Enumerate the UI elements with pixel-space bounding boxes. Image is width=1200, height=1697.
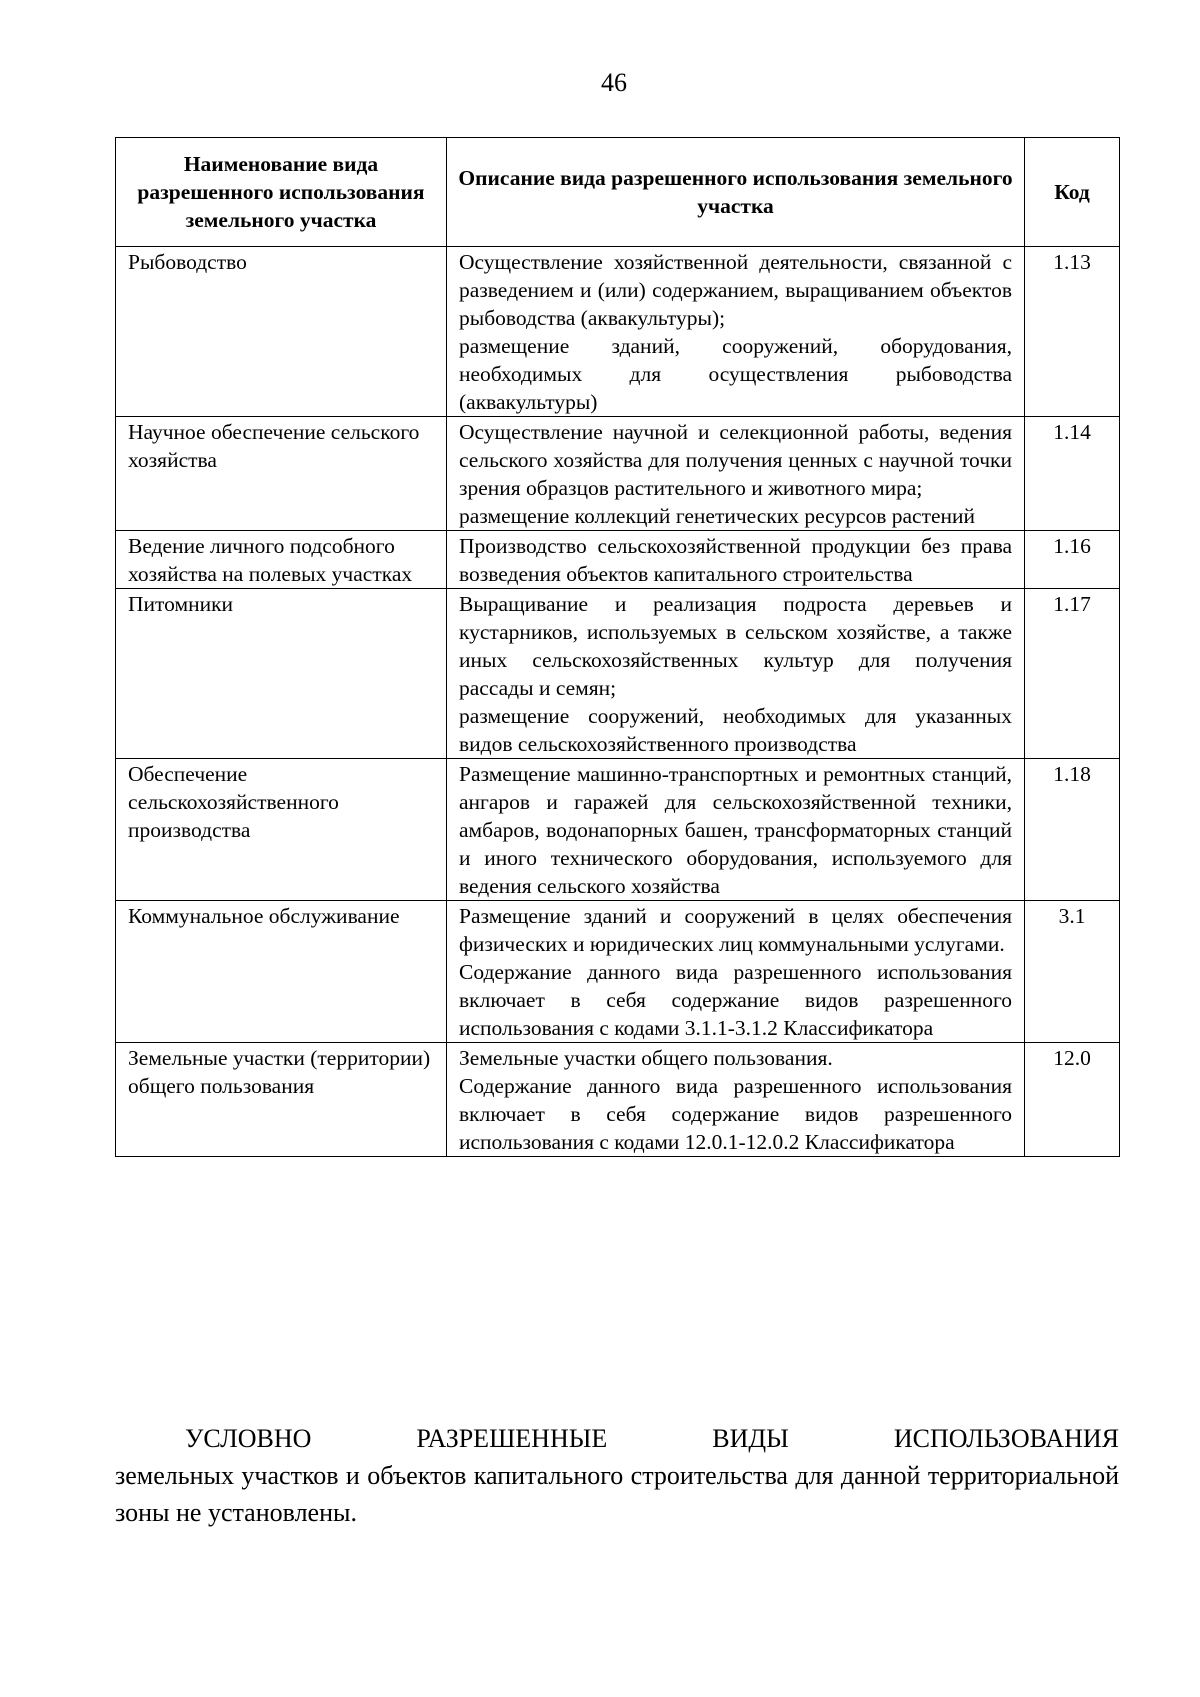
row-code-cell: 1.14 bbox=[1025, 417, 1120, 531]
row-description-cell bbox=[447, 247, 1025, 417]
table-row bbox=[116, 589, 1120, 759]
header-description: Описание вида разрешенного использования земельного участка bbox=[447, 138, 1025, 247]
description-paragraph: Производство сельскохозяйственной продукции без права возведения объектов капитального строительства bbox=[459, 534, 1012, 586]
row-name-cell: Коммунальное обслуживание bbox=[116, 901, 447, 1043]
table-row bbox=[116, 247, 1120, 417]
description-paragraph: размещение зданий, сооружений, оборудования, необходимых для осуществления рыбоводства (аквакультуры) bbox=[459, 334, 1012, 414]
header-name: Наименование вида разрешенного использования земельного участка bbox=[116, 138, 447, 247]
description-paragraph: Выращивание и реализация подроста деревьев и кустарников, используемых в сельском хозяйстве, а также иных сельскохозяйственных культур для получения рассады и семян; bbox=[459, 592, 1012, 700]
footer-paragraph bbox=[115, 1420, 1119, 1531]
row-name-cell: Рыбоводство bbox=[116, 247, 447, 417]
row-description-cell bbox=[447, 759, 1025, 901]
row-name-cell: Научное обеспечение сельского хозяйства bbox=[116, 417, 447, 531]
row-description-cell bbox=[447, 417, 1025, 531]
land-use-table bbox=[115, 137, 1120, 1157]
table-body bbox=[116, 247, 1120, 1157]
row-code-cell: 1.16 bbox=[1025, 531, 1120, 589]
description-paragraph: Осуществление хозяйственной деятельности, связанной с разведением и (или) содержанием, выращиванием объектов рыбоводства (аквакультуры); bbox=[459, 250, 1012, 330]
row-code-cell: 1.13 bbox=[1025, 247, 1120, 417]
row-description-cell bbox=[447, 531, 1025, 589]
row-code-cell: 1.17 bbox=[1025, 589, 1120, 759]
footer-heading-line: УСЛОВНО РАЗРЕШЕННЫЕ ВИДЫ ИСПОЛЬЗОВАНИЯ bbox=[185, 1424, 1119, 1453]
description-paragraph: Содержание данного вида разрешенного использования включает в себя содержание видов разрешенного использования с кодами 12.0.1-12.0.2 Классификатора bbox=[459, 1074, 1012, 1154]
description-paragraph: Осуществление научной и селекционной работы, ведения сельского хозяйства для получения ценных с научной точки зрения образцов растительного и животного мира; bbox=[459, 420, 1012, 500]
row-description-cell bbox=[447, 901, 1025, 1043]
row-name-cell: Ведение личного подсобного хозяйства на полевых участках bbox=[116, 531, 447, 589]
page-number: 46 bbox=[601, 68, 627, 97]
description-paragraph: Размещение машинно-транспортных и ремонтных станций, ангаров и гаражей для сельскохозяйственной техники, амбаров, водонапорных башен, трансформаторных станций и иного технического оборудования, используемого для ведения сельского хозяйства bbox=[459, 762, 1012, 898]
description-paragraph: Содержание данного вида разрешенного использования включает в себя содержание видов разрешенного использования с кодами 3.1.1-3.1.2 Классификатора bbox=[459, 960, 1012, 1040]
row-name-cell: Обеспечение сельскохозяйственного производства bbox=[116, 759, 447, 901]
table-row bbox=[116, 759, 1120, 901]
row-description-cell bbox=[447, 589, 1025, 759]
row-code-cell: 1.18 bbox=[1025, 759, 1120, 901]
table-row bbox=[116, 1043, 1120, 1157]
description-paragraph: Размещение зданий и сооружений в целях обеспечения физических и юридических лиц коммунальными услугами. bbox=[459, 904, 1012, 956]
footer-body: земельных участков и объектов капитального строительства для данной территориальной зоны не установлены. bbox=[115, 1461, 1119, 1527]
row-code-cell: 12.0 bbox=[1025, 1043, 1120, 1157]
description-paragraph: Земельные участки общего пользования. bbox=[459, 1046, 833, 1070]
table-header-row bbox=[116, 138, 1120, 247]
row-code-cell: 3.1 bbox=[1025, 901, 1120, 1043]
description-paragraph: размещение сооружений, необходимых для указанных видов сельскохозяйственного производства bbox=[459, 704, 1012, 756]
table-row bbox=[116, 417, 1120, 531]
row-name-cell: Питомники bbox=[116, 589, 447, 759]
description-paragraph: размещение коллекций генетических ресурсов растений bbox=[459, 504, 976, 528]
table-row bbox=[116, 901, 1120, 1043]
row-name-cell: Земельные участки (территории) общего пользования bbox=[116, 1043, 447, 1157]
table-row bbox=[116, 531, 1120, 589]
header-code: Код bbox=[1025, 138, 1120, 247]
row-description-cell bbox=[447, 1043, 1025, 1157]
